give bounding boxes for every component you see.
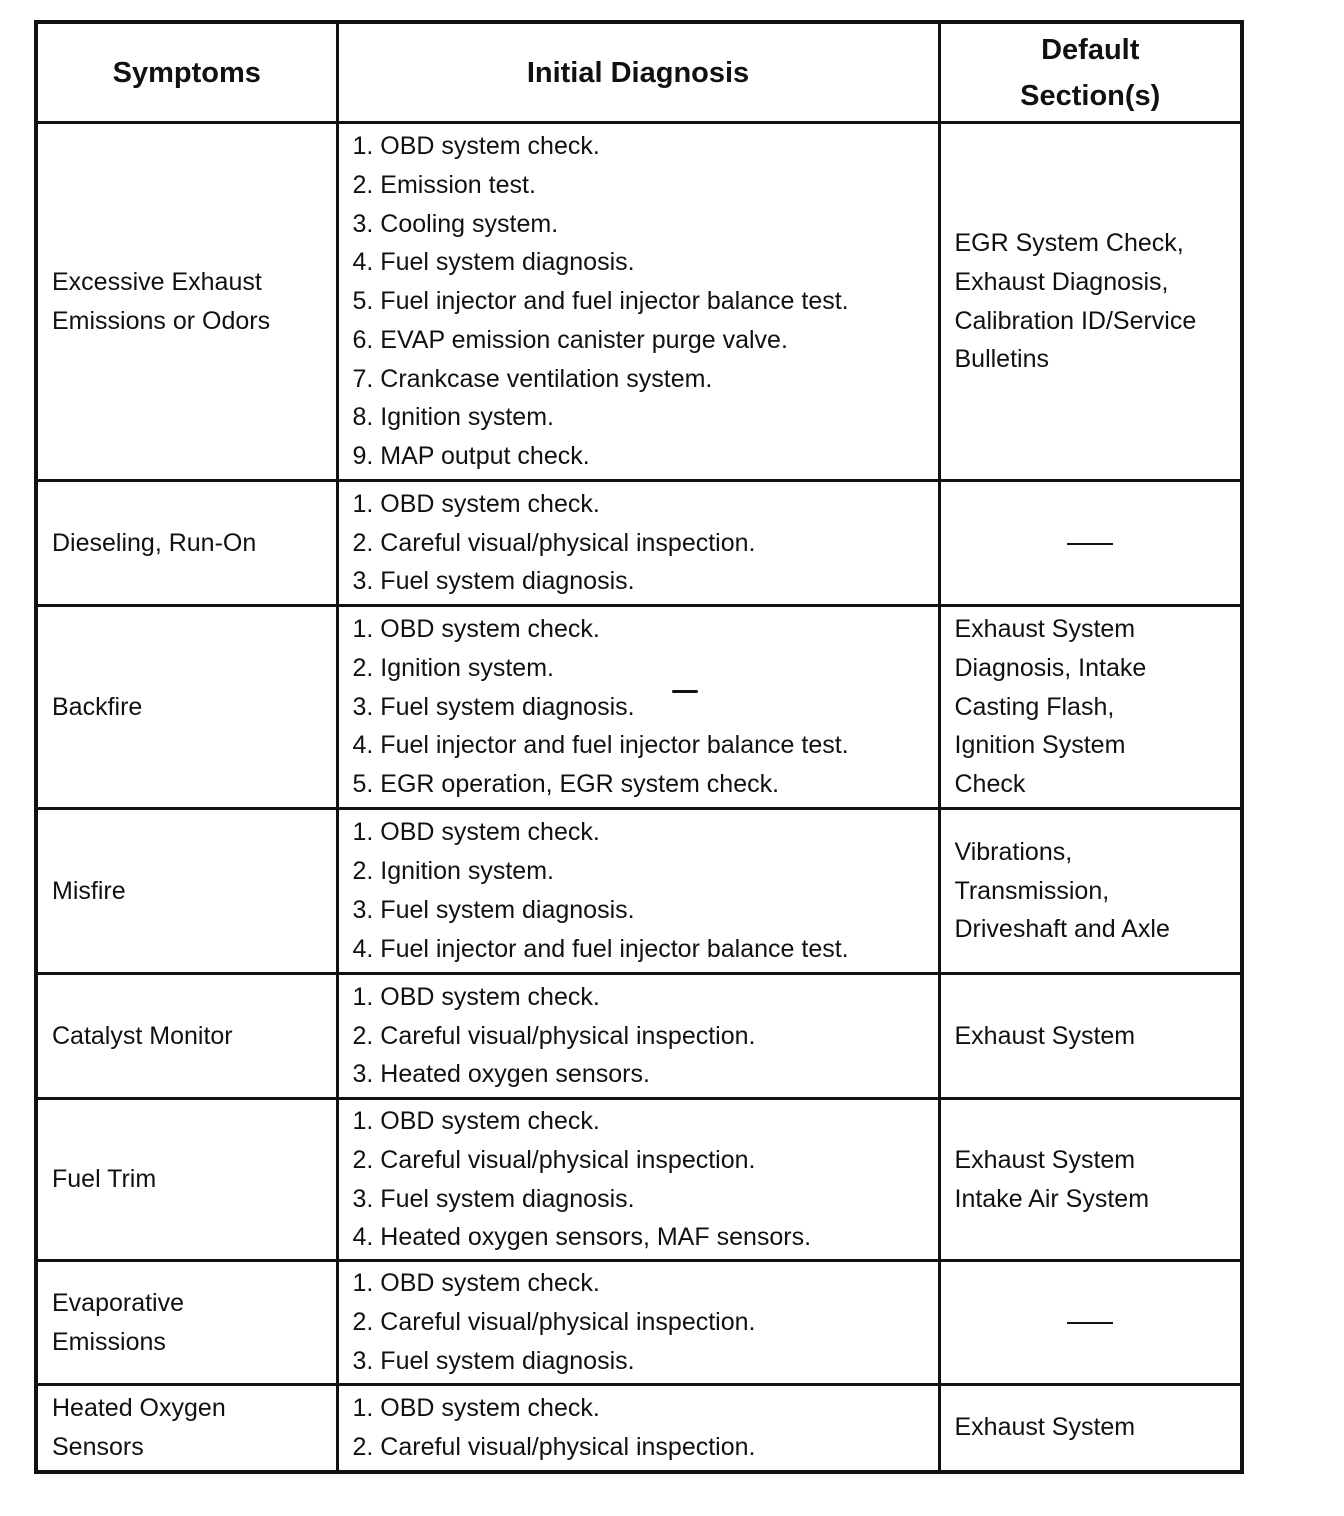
- diagnosis-cell: [337, 606, 939, 809]
- default-section-text: Check: [954, 770, 1026, 799]
- symptom-text: Catalyst Monitor: [52, 1021, 233, 1050]
- default-section-text: Bulletins: [954, 345, 1049, 374]
- table-row: [36, 123, 1242, 481]
- header-symptoms: Symptoms: [36, 22, 337, 123]
- default-section-text: Transmission,: [954, 876, 1110, 905]
- diagnosis-step: 1. OBD system check.: [352, 982, 600, 1011]
- diagnosis-step: 3. Cooling system.: [352, 209, 559, 238]
- default-section-text: Intake Air System: [954, 1184, 1150, 1213]
- diagnosis-step: 9. MAP output check.: [352, 442, 590, 471]
- diagnosis-table: [34, 20, 1244, 1474]
- diagnosis-step: 2. Careful visual/physical inspection.: [352, 1021, 756, 1050]
- diagnosis-step: 2. Careful visual/physical inspection.: [352, 528, 756, 557]
- diagnosis-step: 8. Ignition system.: [352, 403, 554, 432]
- diagnosis-step: 2. Ignition system.: [352, 857, 554, 886]
- diagnosis-step: 1. OBD system check.: [352, 818, 600, 847]
- default-section-text: Casting Flash,: [954, 692, 1115, 721]
- diagnosis-step: 3. Fuel system diagnosis.: [352, 896, 635, 924]
- default-section-text: Driveshaft and Axle: [954, 915, 1170, 944]
- symptom-text: Dieseling, Run-On: [52, 528, 257, 557]
- default-section-text: EGR System Check,: [954, 228, 1184, 257]
- default-section-text: Ignition System: [954, 731, 1126, 760]
- diagnosis-step: 4. Heated oxygen sensors, MAF sensors.: [352, 1223, 812, 1252]
- table-row: [36, 974, 1242, 1099]
- symptom-text: Sensors: [52, 1432, 144, 1461]
- diagnosis-cell: [337, 123, 939, 481]
- symptom-text: Evaporative: [52, 1288, 185, 1317]
- scan-mark: [672, 690, 698, 693]
- default-section-cell: [939, 481, 1242, 606]
- diagnosis-step: 2. Careful visual/physical inspection.: [352, 1145, 756, 1174]
- table-row: [36, 1099, 1242, 1261]
- table-body: [36, 123, 1242, 1472]
- symptom-cell: [36, 1261, 337, 1385]
- diagnosis-step: 3. Fuel system diagnosis.: [352, 567, 635, 596]
- default-section-text: Exhaust System: [954, 1021, 1136, 1050]
- default-section-text: Exhaust Diagnosis,: [954, 267, 1169, 296]
- symptom-cell: [36, 1385, 337, 1472]
- header-row: [36, 22, 1242, 123]
- default-section-text: Exhaust System: [954, 1145, 1136, 1174]
- diagnosis-step: 2. Ignition system.: [352, 653, 554, 682]
- diagnosis-step: 2. Careful visual/physical inspection.: [352, 1432, 756, 1461]
- default-section-text: Exhaust System: [954, 615, 1136, 643]
- default-section-text: Diagnosis, Intake: [954, 653, 1147, 682]
- symptom-text: Heated Oxygen: [52, 1393, 226, 1422]
- diagnosis-step: 5. EGR operation, EGR system check.: [352, 770, 780, 799]
- diagnosis-step: 1. OBD system check.: [352, 1269, 600, 1298]
- default-section-cell: [939, 1261, 1242, 1385]
- default-section-cell: [939, 974, 1242, 1099]
- empty-dash: [1067, 543, 1113, 545]
- diagnosis-step: 3. Fuel system diagnosis.: [352, 1346, 635, 1375]
- symptom-cell: [36, 1099, 337, 1261]
- diagnosis-cell: [337, 1099, 939, 1261]
- diagnosis-step: 3. Fuel system diagnosis.: [352, 1184, 635, 1213]
- table-row: [36, 809, 1242, 974]
- symptom-cell: [36, 481, 337, 606]
- diagnosis-step: 1. OBD system check.: [352, 615, 600, 643]
- diagnosis-step: 3. Heated oxygen sensors.: [352, 1060, 650, 1089]
- diagnosis-step: 1. OBD system check.: [352, 1393, 600, 1422]
- diagnosis-step: 3. Fuel system diagnosis.: [352, 692, 635, 721]
- diagnosis-step: 4. Fuel injector and fuel injector balance test.: [352, 934, 849, 963]
- header-initial-diagnosis: Initial Diagnosis: [337, 22, 939, 123]
- table-row: [36, 1261, 1242, 1385]
- diagnosis-step: 6. EVAP emission canister purge valve.: [352, 325, 788, 354]
- symptom-text: Excessive Exhaust: [52, 267, 262, 296]
- empty-dash: [1067, 1322, 1113, 1324]
- default-section-text: Exhaust System: [954, 1413, 1136, 1442]
- default-section-cell: [939, 123, 1242, 481]
- symptom-text: Fuel Trim: [52, 1165, 157, 1194]
- table-row: [36, 606, 1242, 809]
- diagnosis-cell: [337, 481, 939, 606]
- default-section-text: Vibrations,: [954, 837, 1073, 866]
- diagnosis-step: 1. OBD system check.: [352, 131, 600, 160]
- header-default-line2: Section(s): [1020, 79, 1161, 112]
- symptom-cell: [36, 809, 337, 974]
- diagnosis-cell: [337, 974, 939, 1099]
- default-section-cell: [939, 1385, 1242, 1472]
- diagnosis-step: 2. Emission test.: [352, 170, 536, 199]
- diagnosis-step: 7. Crankcase ventilation system.: [352, 364, 713, 393]
- diagnosis-step: 1. OBD system check.: [352, 1106, 600, 1135]
- header-default-sections: [939, 22, 1242, 123]
- table-header: [36, 22, 1242, 123]
- diagnosis-cell: [337, 1385, 939, 1472]
- symptom-text: Emissions: [52, 1327, 166, 1356]
- default-section-cell: [939, 606, 1242, 809]
- diagnosis-step: 5. Fuel injector and fuel injector balance test.: [352, 287, 849, 316]
- symptom-cell: [36, 974, 337, 1099]
- symptom-text: Emissions or Odors: [52, 306, 271, 335]
- default-section-cell: [939, 809, 1242, 974]
- diagnosis-step: 1. OBD system check.: [352, 489, 600, 518]
- symptom-text: Misfire: [52, 876, 126, 905]
- diagnosis-cell: [337, 1261, 939, 1385]
- table-row: [36, 481, 1242, 606]
- default-section-cell: [939, 1099, 1242, 1261]
- diagnosis-step: 2. Careful visual/physical inspection.: [352, 1308, 756, 1337]
- symptom-text: Backfire: [52, 692, 143, 721]
- symptom-cell: [36, 606, 337, 809]
- header-default-line1: Default: [1041, 33, 1140, 66]
- symptom-cell: [36, 123, 337, 481]
- diagnosis-step: 4. Fuel injector and fuel injector balance test.: [352, 731, 849, 760]
- default-section-text: Calibration ID/Service: [954, 306, 1197, 335]
- diagnosis-step: 4. Fuel system diagnosis.: [352, 248, 635, 277]
- table-row: [36, 1385, 1242, 1472]
- diagnosis-cell: [337, 809, 939, 974]
